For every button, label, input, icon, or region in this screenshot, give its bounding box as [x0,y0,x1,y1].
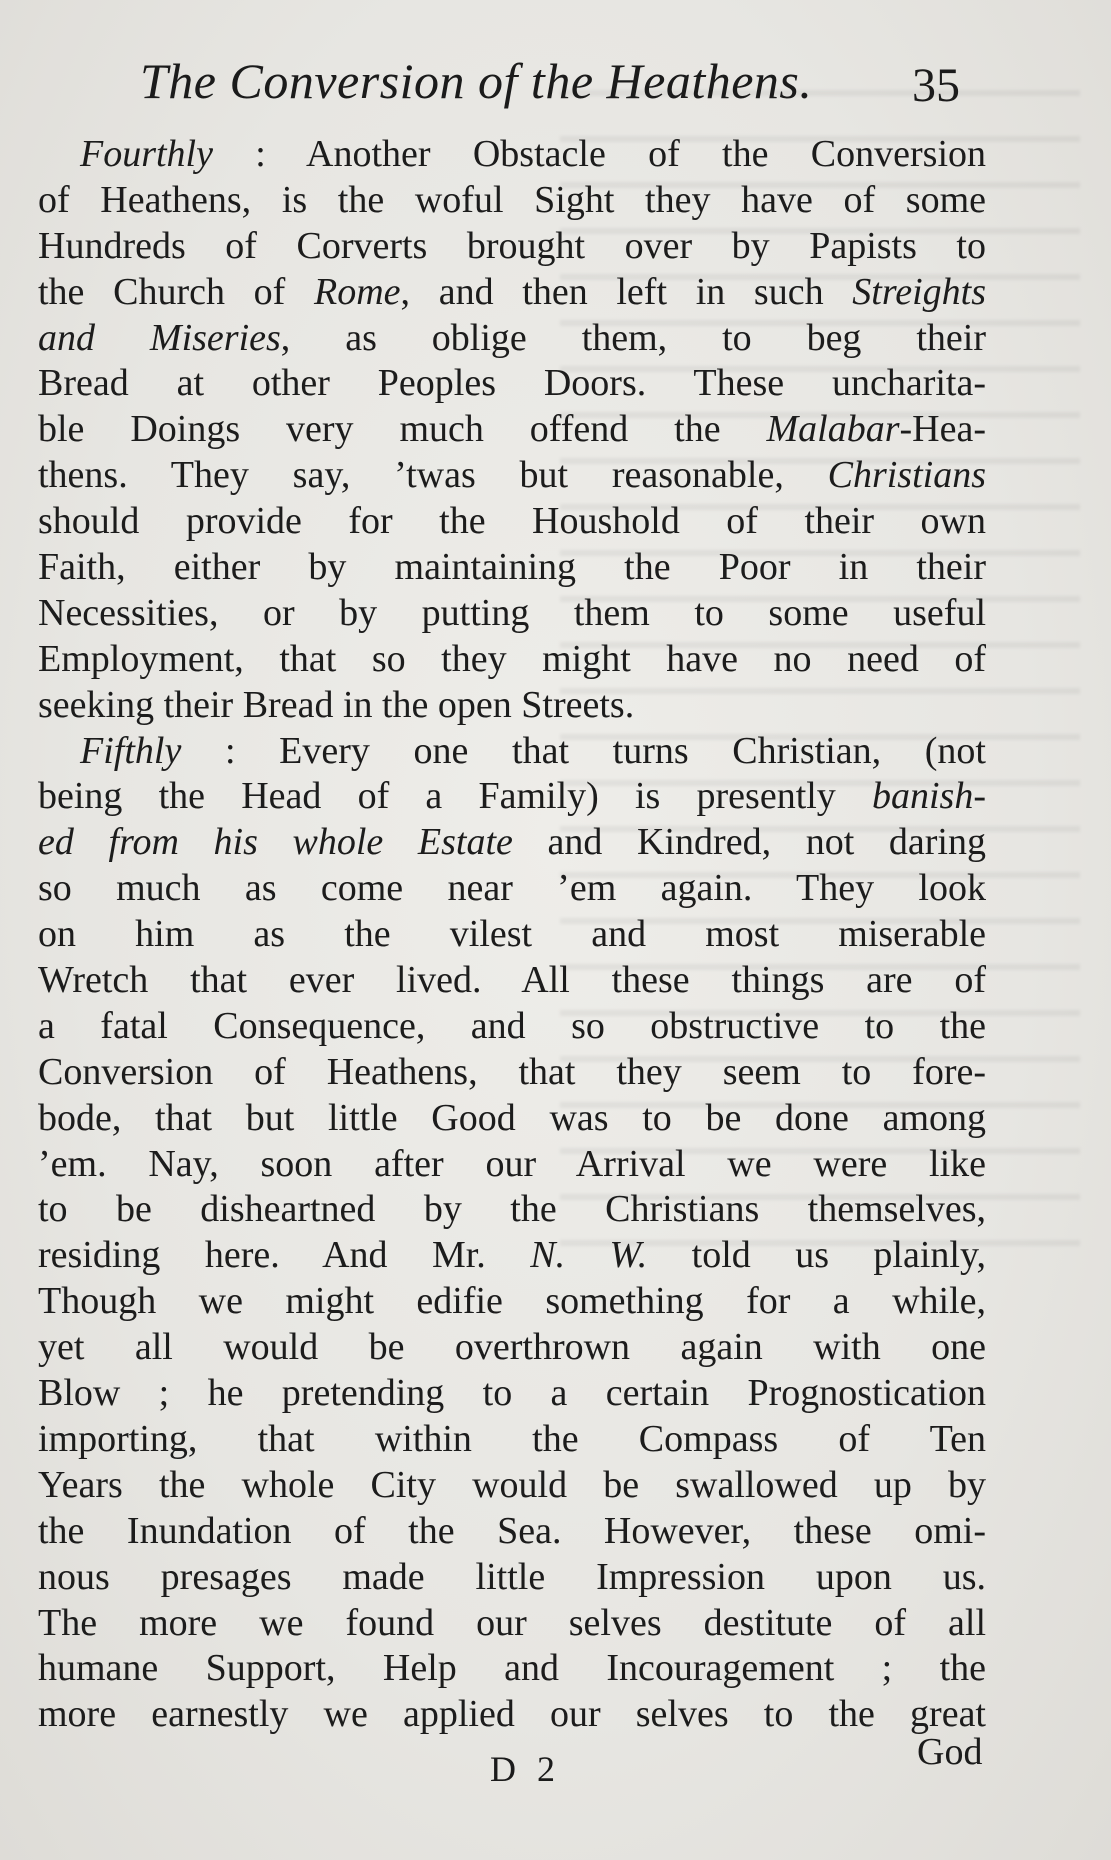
text-run: Years the whole City would be swallowed up by [38,1463,986,1506]
text-line [38,1601,986,1647]
running-head: The Conversion of the Heathens. [140,53,813,109]
text-run: Employment, that so they might have no need of [38,637,986,680]
text-line [38,545,986,591]
text-run: Conversion of Heathens, that they seem to fore- [38,1050,986,1093]
text-line [38,1096,986,1142]
italic-word: N. W. [530,1234,648,1277]
text-line [38,1233,986,1279]
text-line [38,774,986,820]
italic-word: ed from his whole Estate [38,821,513,864]
text-run: so much as come near ’em again. They look [38,867,986,910]
text-line [38,270,986,316]
text-line [38,1187,986,1233]
page-number: 35 [912,59,960,112]
text-run: thens. They say, ’twas but reasonable, [38,454,828,497]
text-run: : Another Obstacle of the Conversion [212,133,986,175]
signature-mark: D 2 [490,1749,561,1789]
text-run: Necessities, or by putting them to some useful [38,591,986,634]
text-run: , and then left in such [400,270,853,313]
text-run: , as oblige them, to beg their [280,316,986,359]
catchword: God [917,1731,983,1773]
italic-word: banish- [872,775,986,818]
text-run: ’em. Nay, soon after our Arrival we were like [38,1142,986,1185]
italic-word: Rome [314,270,401,313]
text-line [38,178,986,224]
text-line [38,1142,986,1188]
text-line [38,1692,986,1738]
text-line [38,866,986,912]
text-run: The more we found our selves destitute of all [38,1601,986,1644]
text-run: to be disheartned by the Christians themselves, [38,1188,986,1231]
text-run: yet all would be overthrown again with one [38,1326,986,1369]
text-run: of Heathens, is the woful Sight they have of some [38,178,986,221]
text-line [38,912,986,958]
text-line [38,1325,986,1371]
text-run: Faith, either by maintaining the Poor in their [38,546,986,589]
text-line [38,958,986,1004]
text-run: residing here. And Mr. [38,1234,531,1277]
text-run: Though we might edifie something for a while, [38,1280,986,1323]
text-line [38,453,986,499]
text-line [38,1050,986,1096]
text-run: Wretch that ever lived. All these things are of [38,959,986,1002]
text-line [38,1004,986,1050]
italic-word: and Miseries [38,316,281,359]
body-text [38,132,986,1738]
text-run: bode, that but little Good was to be done among [38,1096,986,1139]
text-run: and Kindred, not daring [512,821,986,864]
text-line [38,1646,986,1692]
text-line [38,1279,986,1325]
text-line [38,499,986,545]
text-line [38,1371,986,1417]
text-line [38,1555,986,1601]
text-run: being the Head of a Family) is presently [38,775,872,818]
text-run: ble Doings very much offend the [38,408,767,451]
text-line [38,729,986,775]
text-line [38,1509,986,1555]
text-run: importing, that within the Compass of Ten [38,1417,986,1460]
text-line [38,820,986,866]
text-run: : Every one that turns Christian, (not [181,729,986,772]
text-run: a fatal Consequence, and so obstructive to the [38,1004,986,1047]
italic-word: Fifthly [80,729,182,772]
text-line [38,316,986,362]
text-line [38,637,986,683]
text-line [38,1463,986,1509]
italic-word: Malabar [766,408,900,451]
text-run: Bread at other Peoples Doors. These uncharita- [38,362,986,405]
text-line [38,683,986,729]
text-run: seeking their Bread in the open Streets. [38,683,635,726]
text-run: the Church of [38,270,314,313]
italic-word: Streights [852,270,986,313]
text-run: on him as the vilest and most miserable [38,913,986,956]
text-run: Blow ; he pretending to a certain Prognostication [38,1372,986,1415]
text-run: the Inundation of the Sea. However, these omi- [38,1509,986,1552]
italic-word: Christians [827,454,986,497]
text-run: should provide for the Houshold of their own [38,500,986,543]
text-line [38,132,986,178]
text-line [38,1417,986,1463]
text-run: humane Support, Help and Incouragement ; the [38,1647,986,1690]
text-run: nous presages made little Impression upon us. [38,1555,986,1598]
text-run: more earnestly we applied our selves to the great [38,1693,986,1736]
text-line [38,591,986,637]
text-run: told us plainly, [647,1234,986,1277]
text-run: -Hea- [899,408,986,451]
text-line [38,407,986,453]
italic-word: Fourthly [80,133,213,175]
text-line [38,224,986,270]
text-run: Hundreds of Corverts brought over by Papists to [38,224,986,267]
text-line [38,361,986,407]
